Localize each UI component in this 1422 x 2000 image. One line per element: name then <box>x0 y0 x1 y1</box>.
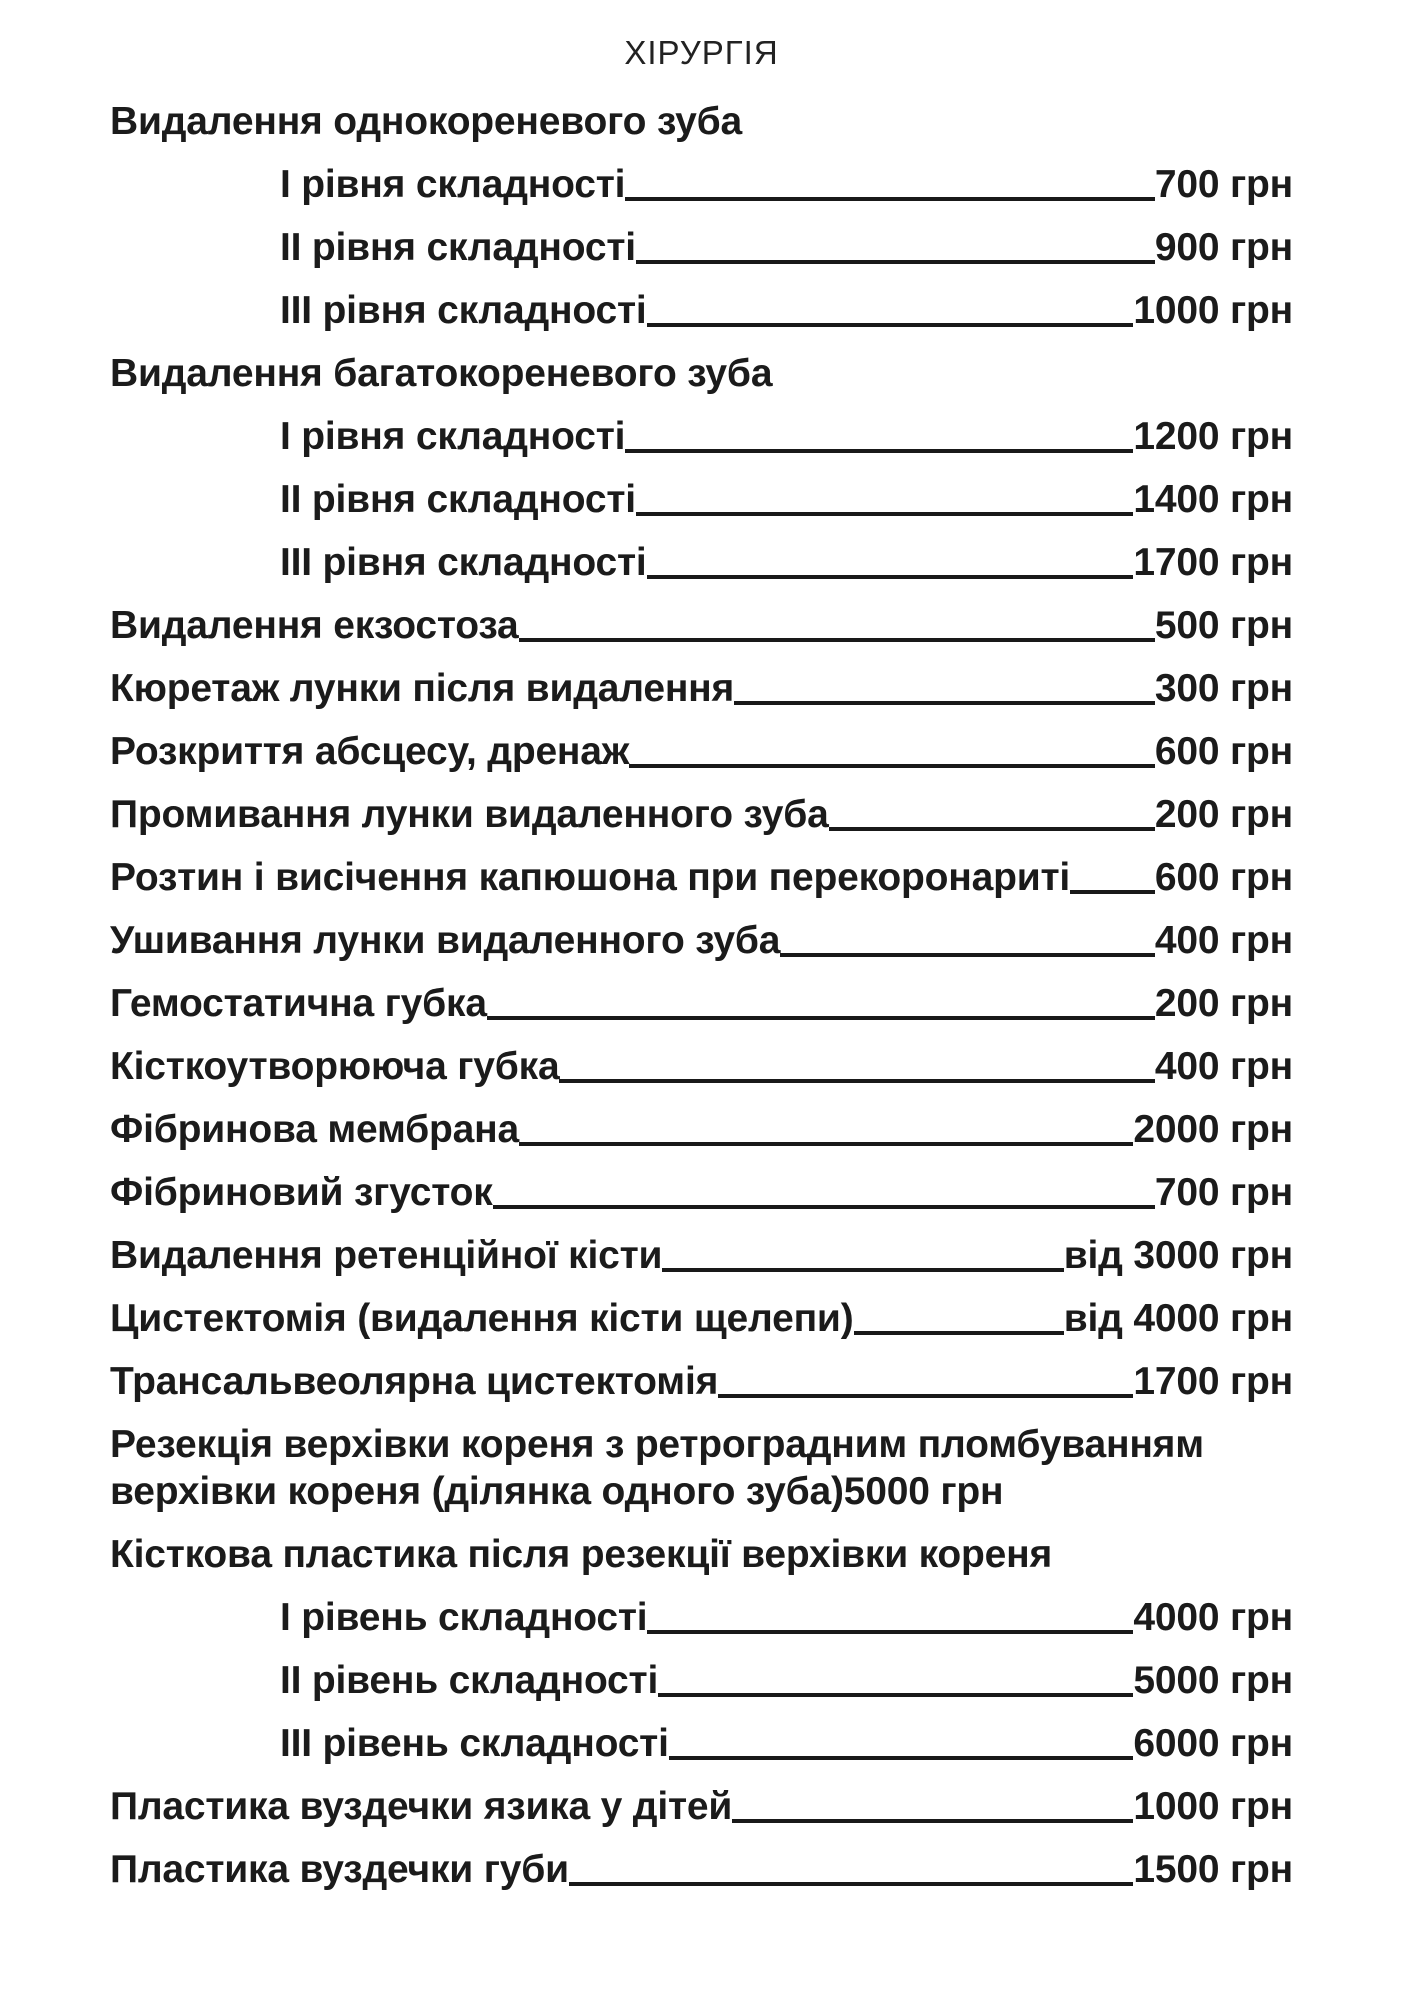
service-label: Пластика вуздечки губи <box>110 1848 569 1891</box>
leader-line <box>625 449 1133 453</box>
price-value: 5000 грн <box>843 1470 1004 1513</box>
price-row <box>110 980 1293 1027</box>
service-label: Видалення багатокореневого зуба <box>110 352 773 395</box>
service-label: Кісткоутворююча губка <box>110 1045 560 1088</box>
service-label: Резекція верхівки кореня з ретроградним пломбуванням <box>110 1423 1204 1466</box>
service-label: Видалення ретенційної кісти <box>110 1234 663 1277</box>
price-row <box>110 1106 1293 1153</box>
price-row <box>110 917 1293 964</box>
price-value: 5000 грн <box>1133 1659 1293 1702</box>
service-label: Трансальвеолярна цистектомія <box>110 1360 719 1403</box>
price-value: 700 грн <box>1154 163 1293 206</box>
leader-line <box>647 323 1134 327</box>
section-heading <box>110 350 1293 397</box>
service-label: Кісткова пластика після резекції верхівки кореня <box>110 1533 1053 1576</box>
service-label: ІІІ рівня складності <box>280 541 647 584</box>
price-row <box>110 1169 1293 1216</box>
price-value: 200 грн <box>1154 793 1293 836</box>
leader-line <box>647 575 1134 579</box>
leader-line <box>854 1331 1064 1335</box>
price-value: 600 грн <box>1154 856 1293 899</box>
leader-line <box>718 1394 1133 1398</box>
service-label: Цистектомія (видалення кісти щелепи) <box>110 1297 854 1340</box>
service-label: ІІ рівень складності <box>280 1659 659 1702</box>
price-value: 1000 грн <box>1133 1785 1293 1828</box>
service-label: Фібриновий згусток <box>110 1171 493 1214</box>
price-row <box>110 854 1293 901</box>
price-value: 1000 грн <box>1133 289 1293 332</box>
leader-line <box>493 1205 1155 1209</box>
price-value: 1400 грн <box>1133 478 1293 521</box>
price-value: 1500 грн <box>1133 1848 1293 1891</box>
price-row <box>110 1594 1293 1641</box>
service-label: верхівки кореня (ділянка одного зуба) <box>110 1470 844 1513</box>
leader-line <box>629 764 1155 768</box>
price-row <box>110 728 1293 775</box>
price-row <box>110 1295 1293 1342</box>
service-label: ІІ рівня складності <box>280 226 636 269</box>
price-row <box>110 1043 1293 1090</box>
leader-line <box>519 1142 1133 1146</box>
service-label: Видалення однокореневого зуба <box>110 100 743 143</box>
price-row <box>110 1783 1293 1830</box>
price-row <box>110 161 1293 208</box>
price-row <box>110 224 1293 271</box>
price-value: 400 грн <box>1154 919 1293 962</box>
leader-line <box>734 701 1155 705</box>
service-label: І рівень складності <box>280 1596 648 1639</box>
price-value: 200 грн <box>1154 982 1293 1025</box>
leader-line <box>662 1268 1063 1272</box>
leader-line <box>636 512 1133 516</box>
price-row <box>110 1358 1293 1405</box>
price-row <box>110 1720 1293 1767</box>
section-heading <box>110 98 1293 145</box>
price-value: від 3000 грн <box>1063 1234 1293 1277</box>
page-title: ХІРУРГІЯ <box>624 34 779 71</box>
service-label: Видалення екзостоза <box>110 604 519 647</box>
leader-line <box>1070 890 1155 894</box>
price-row <box>110 1846 1293 1893</box>
leader-line <box>519 638 1155 642</box>
price-list <box>110 98 1293 1893</box>
price-row <box>110 539 1293 586</box>
price-row <box>110 1232 1293 1279</box>
price-value: 1700 грн <box>1133 1360 1293 1403</box>
service-label: ІІІ рівня складності <box>280 289 647 332</box>
price-row <box>110 413 1293 460</box>
leader-line <box>829 827 1155 831</box>
leader-line <box>625 197 1155 201</box>
price-row <box>110 791 1293 838</box>
price-row <box>110 1657 1293 1704</box>
service-label: Розтин і висічення капюшона при перекоронариті <box>110 856 1071 899</box>
price-value: 600 грн <box>1154 730 1293 773</box>
service-label: Промивання лунки видаленного зуба <box>110 793 829 836</box>
price-row <box>110 476 1293 523</box>
price-value: 2000 грн <box>1133 1108 1293 1151</box>
price-value: 4000 грн <box>1133 1596 1293 1639</box>
price-value: 6000 грн <box>1133 1722 1293 1765</box>
service-label: Ушивання лунки видаленного зуба <box>110 919 781 962</box>
price-value: 500 грн <box>1154 604 1293 647</box>
price-value: 700 грн <box>1154 1171 1293 1214</box>
price-value: 400 грн <box>1154 1045 1293 1088</box>
leader-line <box>636 260 1155 264</box>
price-value: 1200 грн <box>1133 415 1293 458</box>
leader-line <box>658 1693 1133 1697</box>
service-label: ІІІ рівень складності <box>280 1722 669 1765</box>
leader-line <box>647 1630 1133 1634</box>
leader-line <box>732 1819 1133 1823</box>
service-label-continued <box>110 1468 1293 1515</box>
price-value: від 4000 грн <box>1063 1297 1293 1340</box>
service-label: Гемостатична губка <box>110 982 487 1025</box>
price-value: 300 грн <box>1154 667 1293 710</box>
service-label: І рівня складності <box>280 415 626 458</box>
leader-line <box>780 953 1155 957</box>
price-row <box>110 1421 1293 1515</box>
leader-line <box>487 1016 1155 1020</box>
section-heading <box>110 1531 1293 1578</box>
price-value: 1700 грн <box>1133 541 1293 584</box>
price-row <box>110 602 1293 649</box>
service-label: Фібринова мембрана <box>110 1108 519 1151</box>
leader-line <box>559 1079 1154 1083</box>
price-row <box>110 287 1293 334</box>
service-label: ІІ рівня складності <box>280 478 636 521</box>
service-label: Кюретаж лунки після видалення <box>110 667 735 710</box>
leader-line <box>669 1756 1134 1760</box>
service-label: Пластика вуздечки язика у дітей <box>110 1785 733 1828</box>
leader-line <box>569 1882 1133 1886</box>
service-label: І рівня складності <box>280 163 626 206</box>
price-value: 900 грн <box>1154 226 1293 269</box>
service-label: Розкриття абсцесу, дренаж <box>110 730 630 773</box>
price-row <box>110 665 1293 712</box>
